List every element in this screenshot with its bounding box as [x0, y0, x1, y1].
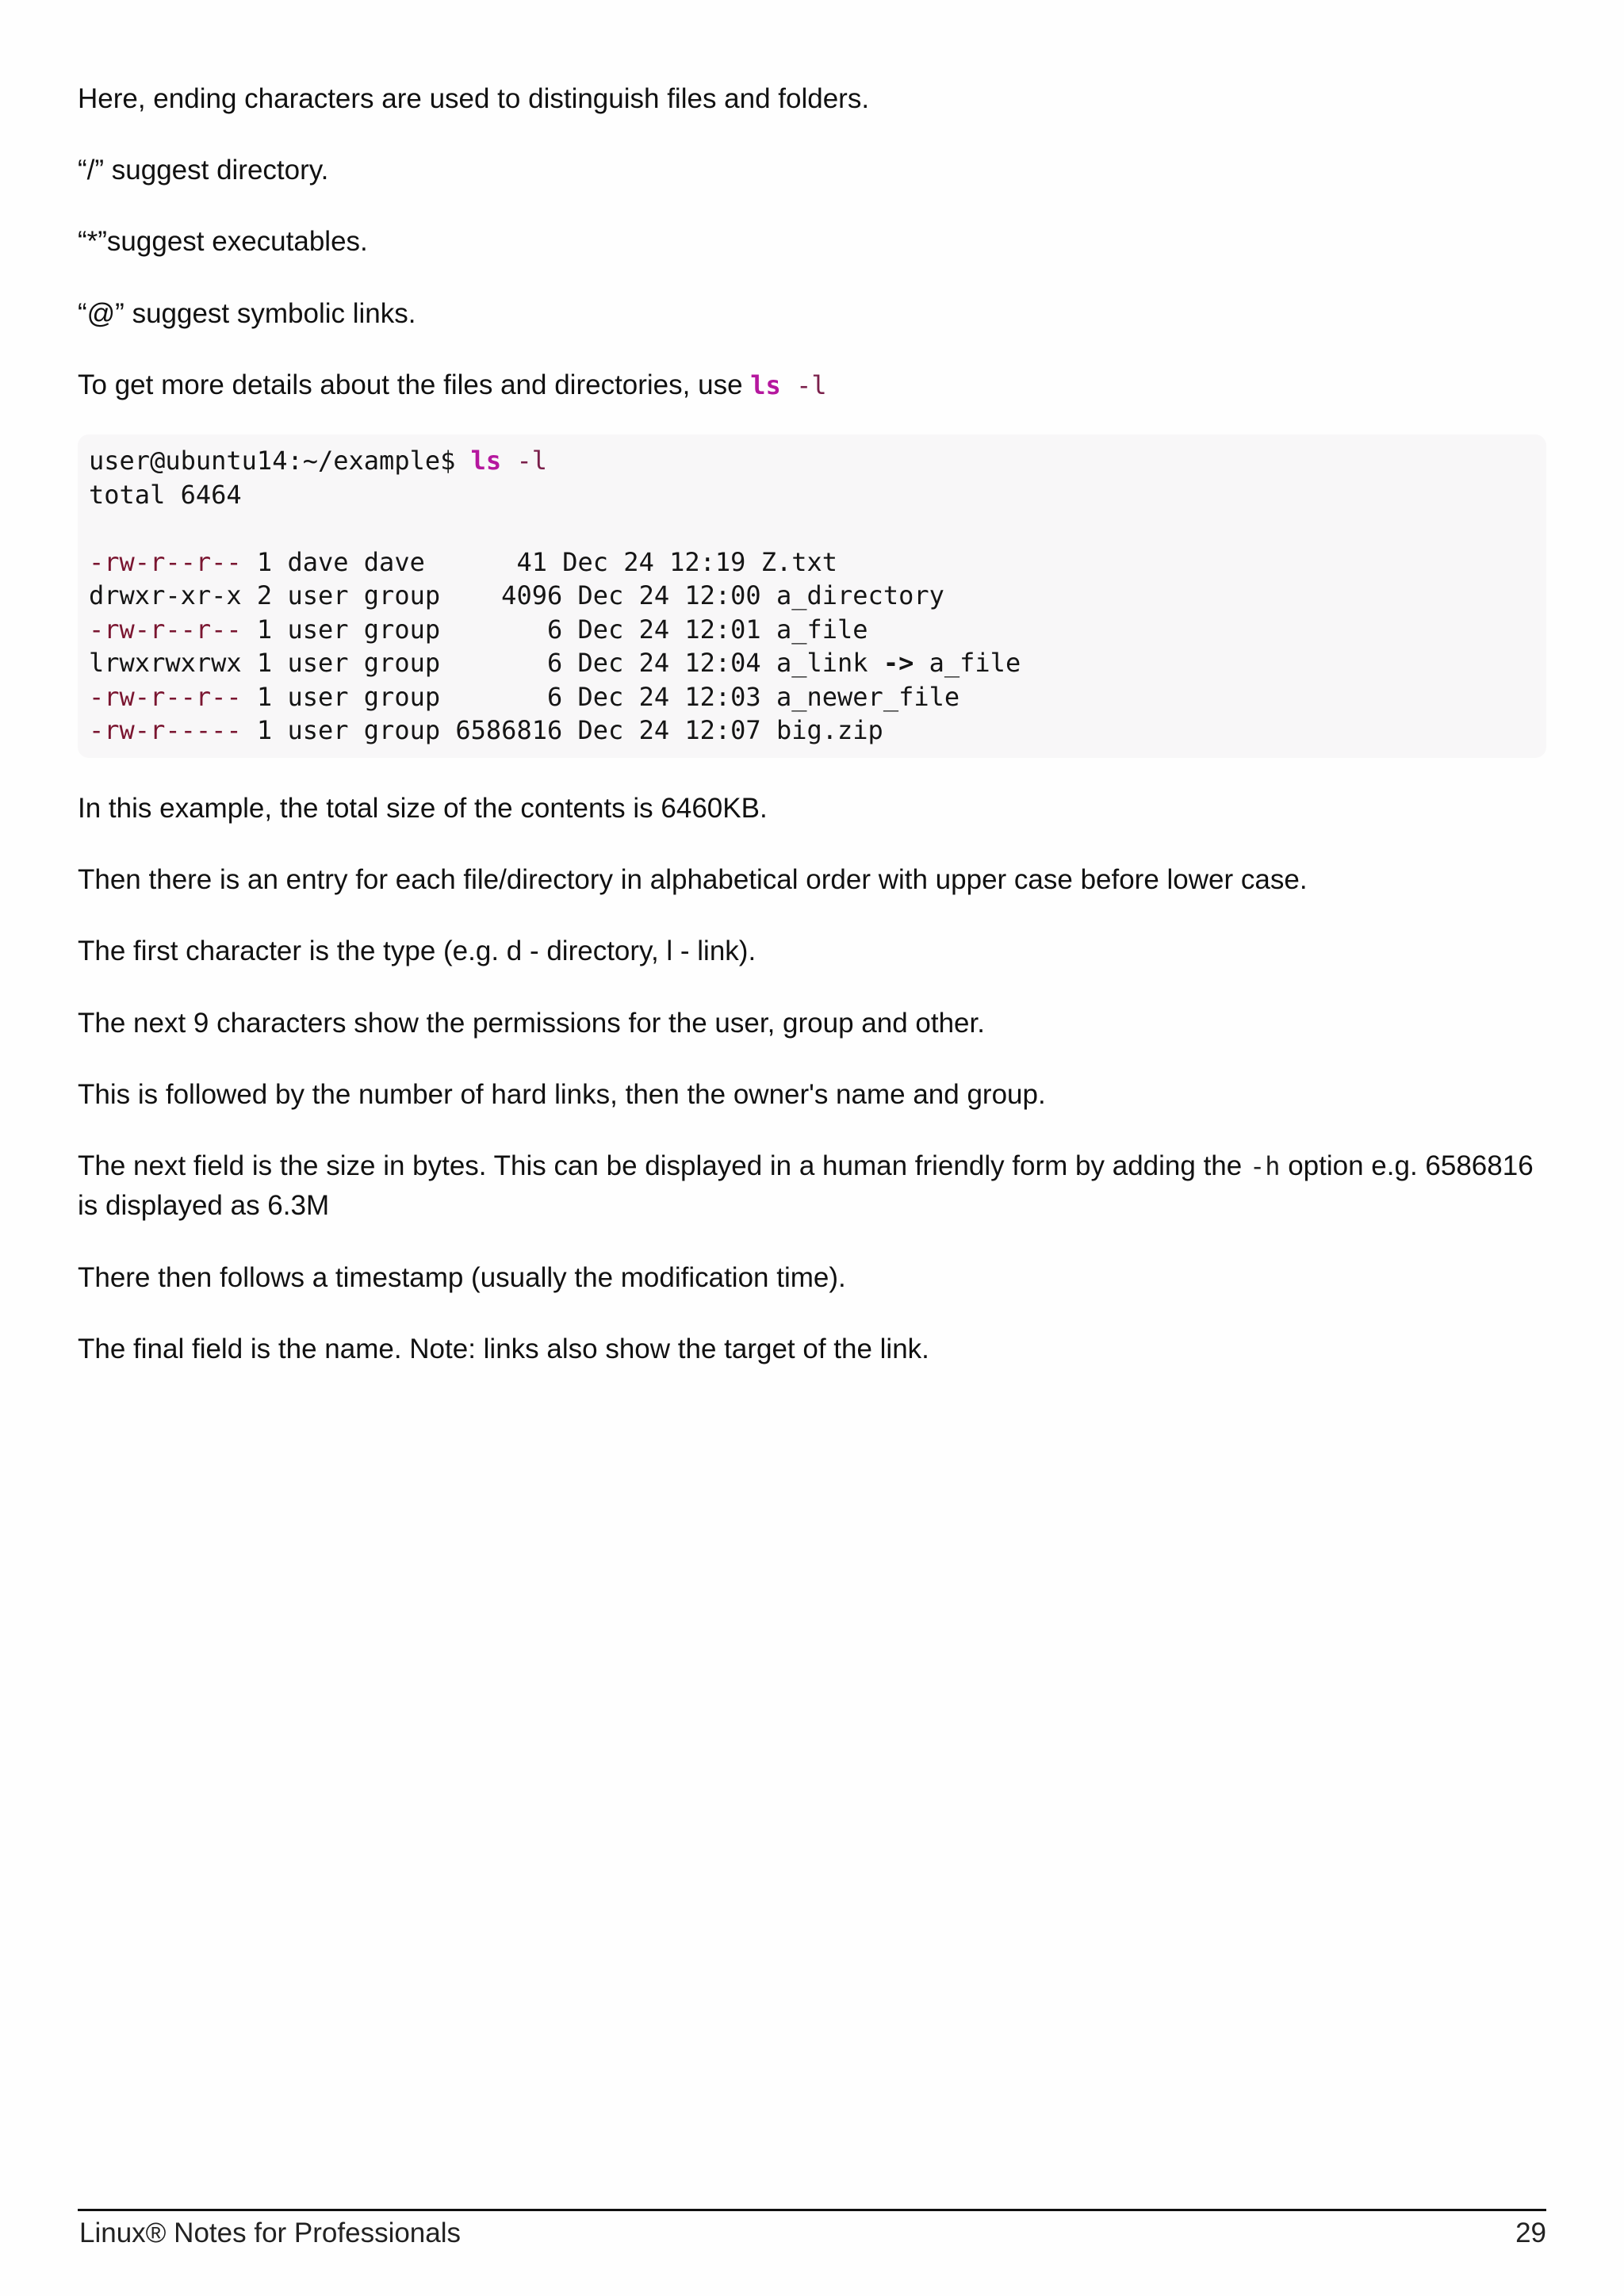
listing-details: 1 user group 6 Dec 24 12:04 a_link: [241, 648, 883, 678]
symlink-target: a_file: [914, 648, 1021, 678]
footer-page-number: 29: [1515, 2218, 1546, 2248]
terminal-code-block: [78, 434, 1546, 758]
terminal-total-line: total 6464: [89, 479, 242, 510]
listing-permissions: -rw-r--r--: [89, 614, 242, 645]
footer-divider: [78, 2209, 1546, 2211]
listing-row: [89, 680, 1535, 714]
listing-details: 1 user group 6586816 Dec 24 12:07 big.zip: [241, 715, 883, 745]
listing-row: [89, 613, 1535, 647]
size-paragraph: [78, 1146, 1553, 1226]
ending-chars-paragraph: Here, ending characters are used to distinguish files and folders.: [78, 83, 870, 114]
details-paragraph: [78, 365, 1553, 405]
executable-suffix-paragraph: “*”suggest executables.: [78, 226, 368, 257]
terminal-prompt: user@ubuntu14:~/example$: [89, 446, 471, 476]
terminal-space: [501, 446, 516, 476]
details-text: To get more details about the files and directories, use: [78, 369, 751, 400]
listing-permissions: drwxr-xr-x: [89, 580, 242, 610]
type-paragraph: The first character is the type (e.g. d - directory, l - link).: [78, 936, 756, 966]
listing-row: [89, 579, 1535, 613]
listing-permissions: lrwxrwxrwx: [89, 648, 242, 678]
total-size-paragraph: In this example, the total size of the contents is 6460KB.: [78, 793, 768, 824]
permissions-paragraph: The next 9 characters show the permissions for the user, group and other.: [78, 1008, 985, 1039]
order-paragraph: Then there is an entry for each file/directory in alphabetical order with upper case before lower case.: [78, 864, 1308, 895]
footer-book-title: Linux® Notes for Professionals: [79, 2218, 462, 2248]
listing-details: 1 dave dave 41 Dec 24 12:19 Z.txt: [241, 546, 838, 577]
inline-space: [781, 370, 796, 400]
listing-details: 1 user group 6 Dec 24 12:01 a_file: [241, 614, 868, 645]
name-paragraph: The final field is the name. Note: links also show the target of the link.: [78, 1334, 929, 1364]
directory-suffix-paragraph: “/” suggest directory.: [78, 155, 329, 186]
inline-h-option: -h: [1249, 1151, 1281, 1181]
listing-permissions: -rw-r--r--: [89, 681, 242, 712]
listing-permissions: -rw-r-----: [89, 715, 242, 745]
terminal-flag: -l: [516, 446, 547, 476]
terminal-command: ls: [470, 446, 502, 476]
inline-l-flag: -l: [796, 370, 827, 400]
inline-ls-command: ls: [750, 370, 781, 400]
size-text-suffix: option e.g. 6586816 is displayed as 6.3M: [78, 1150, 1534, 1221]
listing-row: [89, 714, 1535, 748]
terminal-prompt-line: [89, 444, 1535, 478]
listing-row: [89, 545, 1535, 580]
listing-row: [89, 646, 1535, 680]
hard-links-paragraph: This is followed by the number of hard links, then the owner's name and group.: [78, 1079, 1046, 1110]
size-text-prefix: The next field is the size in bytes. This can be displayed in a human friendly form by adding the: [78, 1150, 1250, 1181]
listing-details: 1 user group 6 Dec 24 12:03 a_newer_file: [241, 681, 960, 712]
timestamp-paragraph: There then follows a timestamp (usually the modification time).: [78, 1262, 846, 1293]
listing-details: 2 user group 4096 Dec 24 12:00 a_directory: [241, 580, 944, 610]
symlink-arrow: ->: [883, 648, 914, 678]
terminal-blank-line: [89, 511, 1535, 545]
listing-permissions: -rw-r--r--: [89, 546, 242, 577]
symlink-suffix-paragraph: “@” suggest symbolic links.: [78, 298, 416, 329]
